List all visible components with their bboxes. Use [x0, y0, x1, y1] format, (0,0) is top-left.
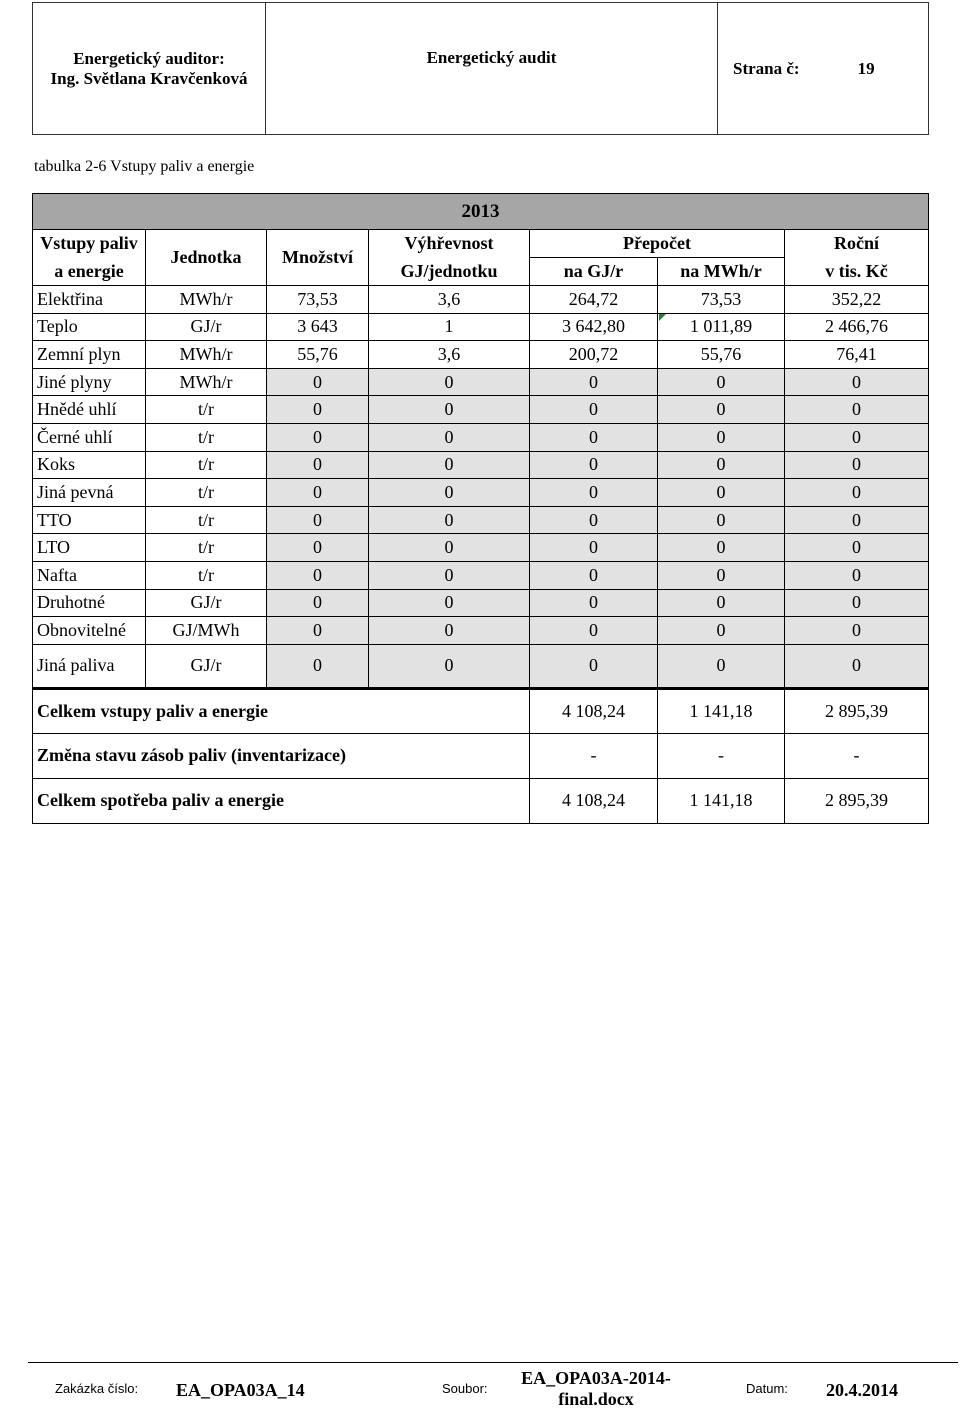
row-unit: GJ/r: [146, 313, 267, 341]
summary-annual-cost: 2 895,39: [785, 778, 929, 823]
col-header-quantity: Množství: [267, 230, 369, 286]
summary-annual-cost: -: [785, 733, 929, 778]
table-row: [33, 534, 929, 562]
row-conv-mwh: 0: [658, 617, 785, 645]
table-row: [33, 561, 929, 589]
summary-conv-gj: 4 108,24: [530, 778, 658, 823]
row-conv-gj: 200,72: [530, 341, 658, 369]
row-unit: GJ/r: [146, 644, 267, 688]
summary-conv-mwh: 1 141,18: [658, 778, 785, 823]
auditor-cell: [33, 3, 266, 134]
year-cell: 2013: [33, 194, 929, 230]
auditor-title: Energetický auditor:: [73, 48, 225, 68]
summary-label: Celkem spotřeba paliv a energie: [33, 778, 530, 823]
footer-date-value: 20.4.2014: [826, 1380, 898, 1400]
row-conv-gj: 0: [530, 534, 658, 562]
col-header-inputs-2: a energie: [33, 258, 146, 286]
row-calorific: 0: [369, 423, 530, 451]
row-unit: MWh/r: [146, 341, 267, 369]
row-name: Obnovitelné: [33, 617, 146, 645]
summary-conv-gj: 4 108,24: [530, 688, 658, 733]
row-conv-gj: 264,72: [530, 286, 658, 314]
row-annual-cost: 0: [785, 368, 929, 396]
summary-conv-mwh: -: [658, 733, 785, 778]
row-conv-gj: 0: [530, 479, 658, 507]
row-conv-gj: 0: [530, 644, 658, 688]
row-name: Zemní plyn: [33, 341, 146, 369]
row-conv-gj: 0: [530, 368, 658, 396]
summary-label: Změna stavu zásob paliv (inventarizace): [33, 733, 530, 778]
col-header-annual: Roční: [785, 230, 929, 258]
summary-conv-gj: -: [530, 733, 658, 778]
row-conv-mwh: 0: [658, 451, 785, 479]
row-conv-mwh: 0: [658, 644, 785, 688]
row-conv-gj: 3 642,80: [530, 313, 658, 341]
row-quantity: 0: [267, 451, 369, 479]
row-name: Jiné plyny: [33, 368, 146, 396]
row-annual-cost: 0: [785, 644, 929, 688]
fuel-input-table: [32, 193, 929, 824]
footer-file-value: [508, 1368, 684, 1410]
row-conv-mwh: 0: [658, 368, 785, 396]
row-quantity: 0: [267, 644, 369, 688]
row-conv-mwh: 73,53: [658, 286, 785, 314]
row-unit: t/r: [146, 506, 267, 534]
row-conv-mwh: 55,76: [658, 341, 785, 369]
row-annual-cost: 0: [785, 423, 929, 451]
col-header-unit: Jednotka: [146, 230, 267, 286]
col-header-conv-mwh: na MWh/r: [658, 258, 785, 286]
col-header-conversion: Přepočet: [530, 230, 785, 258]
table-row: [33, 451, 929, 479]
row-name: LTO: [33, 534, 146, 562]
row-name: Teplo: [33, 313, 146, 341]
row-conv-mwh: 0: [658, 396, 785, 424]
row-calorific: 0: [369, 617, 530, 645]
col-header-inputs: Vstupy paliv: [33, 230, 146, 258]
row-annual-cost: 0: [785, 617, 929, 645]
footer-divider: [28, 1362, 958, 1363]
row-name: Nafta: [33, 561, 146, 589]
row-annual-cost: 0: [785, 561, 929, 589]
row-name: Hnědé uhlí: [33, 396, 146, 424]
table-row: [33, 341, 929, 369]
row-calorific: 0: [369, 534, 530, 562]
row-name: TTO: [33, 506, 146, 534]
row-calorific: 0: [369, 479, 530, 507]
page-label: Strana č:: [733, 58, 800, 78]
table-row: [33, 286, 929, 314]
row-calorific: 3,6: [369, 341, 530, 369]
footer-file-line2: final.docx: [558, 1389, 634, 1409]
row-conv-mwh: 0: [658, 423, 785, 451]
row-annual-cost: 352,22: [785, 286, 929, 314]
footer-date-label: Datum:: [746, 1381, 788, 1396]
row-unit: MWh/r: [146, 286, 267, 314]
row-quantity: 0: [267, 589, 369, 617]
row-conv-gj: 0: [530, 451, 658, 479]
row-name: Jiná pevná: [33, 479, 146, 507]
row-quantity: 0: [267, 534, 369, 562]
doc-title: Energetický audit: [426, 47, 557, 67]
row-conv-gj: 0: [530, 589, 658, 617]
row-unit: t/r: [146, 423, 267, 451]
row-quantity: 0: [267, 479, 369, 507]
row-quantity: 0: [267, 617, 369, 645]
row-name: Černé uhlí: [33, 423, 146, 451]
row-quantity: 0: [267, 561, 369, 589]
row-unit: GJ/r: [146, 589, 267, 617]
footer-file-label: Soubor:: [442, 1381, 488, 1396]
table-row: [33, 313, 929, 341]
footer-order-label: Zakázka číslo:: [55, 1381, 139, 1396]
row-calorific: 0: [369, 644, 530, 688]
row-name: Druhotné: [33, 589, 146, 617]
row-conv-mwh: 0: [658, 561, 785, 589]
row-conv-mwh: 0: [658, 506, 785, 534]
table-row: [33, 506, 929, 534]
summary-row: [33, 778, 929, 823]
summary-conv-mwh: 1 141,18: [658, 688, 785, 733]
row-annual-cost: 0: [785, 451, 929, 479]
row-annual-cost: 0: [785, 534, 929, 562]
row-conv-mwh: 0: [658, 534, 785, 562]
row-unit: t/r: [146, 396, 267, 424]
row-unit: t/r: [146, 479, 267, 507]
summary-row: [33, 733, 929, 778]
row-name: Elektřina: [33, 286, 146, 314]
row-quantity: 0: [267, 396, 369, 424]
row-conv-gj: 0: [530, 506, 658, 534]
row-unit: t/r: [146, 534, 267, 562]
footer-file-line1: EA_OPA03A-2014-: [521, 1368, 671, 1388]
page-header: [32, 2, 929, 135]
row-conv-mwh: 0: [658, 589, 785, 617]
summary-label: Celkem vstupy paliv a energie: [33, 688, 530, 733]
doc-title-cell: [266, 3, 718, 134]
col-header-calorific-2: GJ/jednotku: [369, 258, 530, 286]
col-header-conv-gj: na GJ/r: [530, 258, 658, 286]
row-calorific: 0: [369, 368, 530, 396]
table-row: [33, 396, 929, 424]
row-annual-cost: 0: [785, 506, 929, 534]
table-caption: tabulka 2-6 Vstupy paliv a energie: [34, 158, 255, 175]
table-row: [33, 617, 929, 645]
row-calorific: 3,6: [369, 286, 530, 314]
page-number: 19: [857, 58, 875, 78]
row-quantity: 73,53: [267, 286, 369, 314]
summary-annual-cost: 2 895,39: [785, 688, 929, 733]
row-unit: GJ/MWh: [146, 617, 267, 645]
row-name: Jiná paliva: [33, 644, 146, 688]
row-unit: t/r: [146, 561, 267, 589]
year-row: [33, 194, 929, 230]
row-name: Koks: [33, 451, 146, 479]
table-row: [33, 479, 929, 507]
row-conv-gj: 0: [530, 617, 658, 645]
row-calorific: 0: [369, 451, 530, 479]
row-conv-gj: 0: [530, 423, 658, 451]
row-annual-cost: 0: [785, 479, 929, 507]
header-row-1: [33, 230, 929, 258]
row-conv-mwh: 1 011,89: [658, 313, 785, 341]
col-header-annual-2: v tis. Kč: [785, 258, 929, 286]
table-row: [33, 644, 929, 688]
row-unit: t/r: [146, 451, 267, 479]
summary-row: [33, 688, 929, 733]
row-annual-cost: 0: [785, 589, 929, 617]
row-annual-cost: 0: [785, 396, 929, 424]
row-calorific: 0: [369, 561, 530, 589]
row-quantity: 0: [267, 506, 369, 534]
col-header-calorific: Výhřevnost: [369, 230, 530, 258]
table-row: [33, 368, 929, 396]
row-quantity: 0: [267, 423, 369, 451]
row-quantity: 0: [267, 368, 369, 396]
row-conv-gj: 0: [530, 396, 658, 424]
row-unit: MWh/r: [146, 368, 267, 396]
footer-order-value: EA_OPA03A_14: [176, 1380, 305, 1400]
page-number-cell: [718, 3, 928, 134]
row-calorific: 0: [369, 396, 530, 424]
row-calorific: 1: [369, 313, 530, 341]
table-row: [33, 423, 929, 451]
row-conv-gj: 0: [530, 561, 658, 589]
row-annual-cost: 2 466,76: [785, 313, 929, 341]
row-calorific: 0: [369, 506, 530, 534]
row-conv-mwh: 0: [658, 479, 785, 507]
auditor-name: Ing. Světlana Kravčenková: [50, 68, 248, 88]
row-quantity: 55,76: [267, 341, 369, 369]
row-quantity: 3 643: [267, 313, 369, 341]
table-row: [33, 589, 929, 617]
row-calorific: 0: [369, 589, 530, 617]
row-annual-cost: 76,41: [785, 341, 929, 369]
